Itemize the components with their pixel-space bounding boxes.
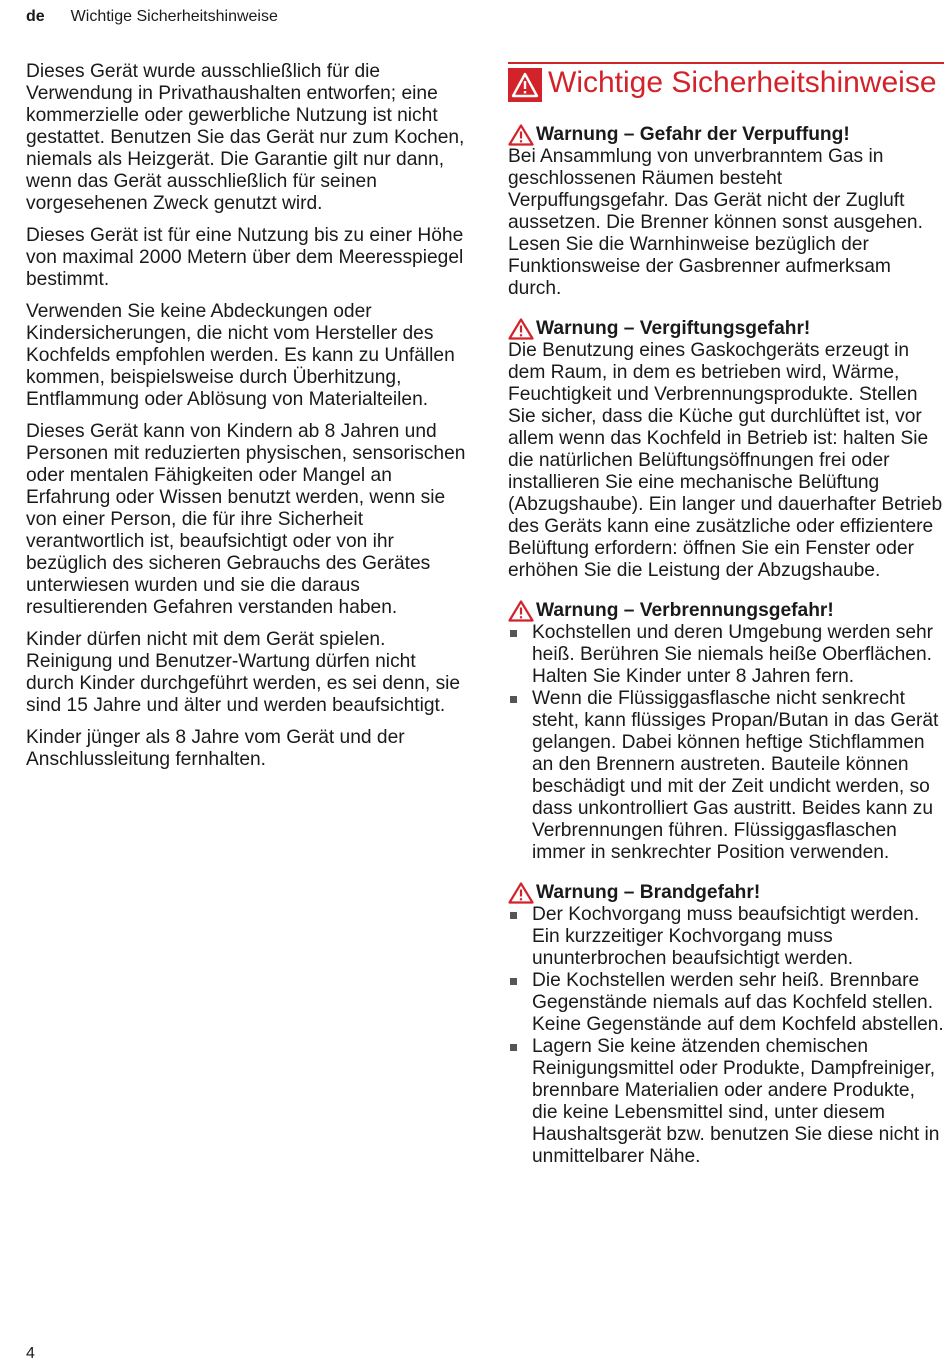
paragraph-children-play: Kinder dürfen nicht mit dem Gerät spielen. Reinigung und Benutzer-Wartung dürfen nicht durch Kinder durchgeführt werden, es sei denn, sie sind 15 Jahre und älter und werden beaufsichtigt. — [26, 629, 461, 716]
warning-triangle-icon — [508, 124, 534, 146]
paragraph-children-use: Dieses Gerät kann von Kindern ab 8 Jahren und Personen mit reduzierten physischen, sensorischen oder mentalen Fähigkeiten oder Mangel an Erfahrung oder Wissen benutzt werden, wenn sie von einer Person, die für ihre Sicherheit verantwortlich ist, beaufsichtigt oder von ihr bezüglich des sicheren Gebrauchs des Gerätes unterwiesen wurden und sie die daraus resultierenden Gefahren verstanden haben. — [26, 421, 466, 618]
header-section-title: Wichtige Sicherheitshinweise — [70, 8, 278, 25]
warning-heading-text: Warnung – Brandgefahr! — [536, 882, 761, 903]
warning-heading — [508, 600, 944, 622]
warning-list — [508, 622, 944, 864]
warning-heading — [508, 882, 944, 904]
warning-explosion — [508, 124, 944, 300]
warning-triangle-icon — [508, 882, 534, 904]
section-title: Wichtige Sicherheitshinweise — [548, 66, 937, 99]
list-item: Der Kochvorgang muss beaufsichtigt werden. Ein kurzzeitiger Kochvorgang muss ununterbrochen beaufsichtigt werden. — [508, 904, 944, 970]
list-item: Die Kochstellen werden sehr heiß. Brennbare Gegenstände niemals auf das Kochfeld stellen. Keine Gegenstände auf dem Kochfeld abstellen. — [508, 970, 944, 1036]
warning-text: Bei Ansammlung von unverbranntem Gas in geschlossenen Räumen besteht Verpuffungsgefahr. Das Gerät nicht der Zugluft aussetzen. Die Brenner können sonst ausgehen. Lesen Sie die Warnhinweise bezüglich der Funktionsweise der Gasbrenner aufmerksam durch. — [508, 146, 923, 299]
warning-heading — [508, 124, 944, 146]
list-item: Kochstellen und deren Umgebung werden sehr heiß. Berühren Sie niemals heiße Oberflächen. Halten Sie Kinder unter 8 Jahren fern. — [508, 622, 944, 688]
page-number: 4 — [26, 1345, 35, 1362]
warning-triangle-icon — [508, 318, 534, 340]
paragraph-covers: Verwenden Sie keine Abdeckungen oder Kindersicherungen, die nicht vom Hersteller des Kochfelds empfohlen werden. Es kann zu Unfällen kommen, beispielsweise durch Überhitzung, Entflammung oder Ablösung von Materialteilen. — [26, 301, 455, 410]
warning-poisoning — [508, 318, 944, 582]
section-title-row — [508, 62, 944, 102]
warning-heading-text: Warnung – Vergiftungsgefahr! — [536, 318, 811, 339]
paragraph-children-distance: Kinder jünger als 8 Jahre vom Gerät und der Anschlussleitung fernhalten. — [26, 727, 405, 770]
page-header — [26, 8, 278, 26]
warning-heading-text: Warnung – Gefahr der Verpuffung! — [536, 124, 850, 145]
language-code: de — [26, 8, 45, 25]
warning-text: Die Benutzung eines Gaskochgeräts erzeugt in dem Raum, in dem es betrieben wird, Wärme, Feuchtigkeit und Verbrennungsprodukte. Stellen Sie sicher, dass die Küche gut durchlüftet ist, vor allem wenn das Kochfeld in Betrieb ist: halten Sie die natürlichen Belüftungsöffnungen frei oder installieren Sie eine mechanische Belüftung (Abzugshaube). Ein langer und dauerhafter Betrieb des Geräts kann eine zusätzliche oder effizientere Belüftung erfordern: öffnen Sie ein Fenster oder erhöhen Sie die Leistung der Abzugshaube. — [508, 340, 943, 581]
warning-heading — [508, 318, 944, 340]
warning-list — [508, 904, 944, 1168]
warning-heading-text: Warnung – Verbrennungsgefahr! — [536, 600, 834, 621]
warning-triangle-icon — [508, 68, 542, 102]
left-column — [26, 61, 466, 781]
paragraph-altitude: Dieses Gerät ist für eine Nutzung bis zu einer Höhe von maximal 2000 Metern über dem Meeresspiegel bestimmt. — [26, 225, 464, 290]
paragraph-household-use: Dieses Gerät wurde ausschließlich für die Verwendung in Privathaushalten entworfen; eine kommerzielle oder gewerbliche Nutzung ist nicht gestattet. Benutzen Sie das Gerät nur zum Kochen, niemals als Heizgerät. Die Garantie gilt nur dann, wenn das Gerät ausschließlich für seinen vorgesehenen Zweck genutzt wird. — [26, 61, 465, 214]
warning-burns — [508, 600, 944, 864]
warning-fire — [508, 882, 944, 1168]
list-item: Wenn die Flüssiggasflasche nicht senkrecht steht, kann flüssiges Propan/Butan in das Gerät gelangen. Dabei können heftige Stichflammen an den Brennern austreten. Bauteile können beschädigt und mit der Zeit undicht werden, so dass unkontrolliert Gas austritt. Beides kann zu Verbrennungen führen. Flüssiggasflaschen immer in senkrechter Position verwenden. — [508, 688, 944, 864]
warning-triangle-icon — [508, 600, 534, 622]
list-item: Lagern Sie keine ätzenden chemischen Reinigungsmittel oder Produkte, Dampfreiniger, brennbare Materialien oder andere Produkte, die keine Lebensmittel sind, unter diesem Haushaltsgerät bzw. benutzen Sie diese nicht in unmittelbarer Nähe. — [508, 1036, 944, 1168]
right-column — [508, 62, 944, 1186]
